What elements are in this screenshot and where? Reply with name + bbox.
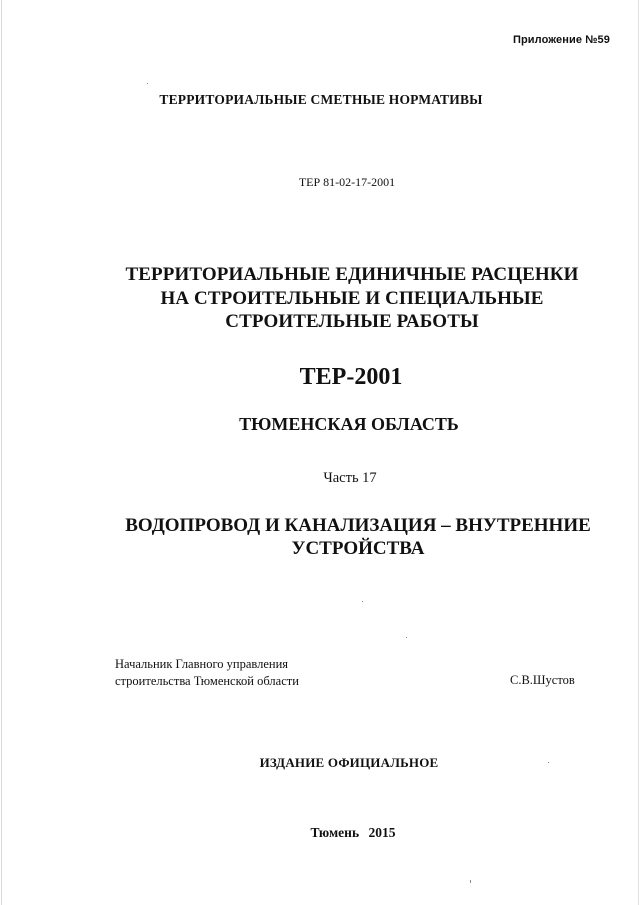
scan-speck xyxy=(147,83,148,84)
city-year: Тюмень 2015 xyxy=(310,825,396,840)
signer-position-line-1: Начальник Главного управления xyxy=(115,657,289,671)
scan-speck xyxy=(470,880,471,883)
document-title xyxy=(32,263,640,334)
appendix-label: Приложение №59 xyxy=(512,34,610,46)
title-line-2: НА СТРОИТЕЛЬНЫЕ И СПЕЦИАЛЬНЫЕ xyxy=(160,287,544,309)
part-number: Часть 17 xyxy=(323,470,377,486)
title-line-3: СТРОИТЕЛЬНЫЕ РАБОТЫ xyxy=(225,311,479,332)
standard-code: ТЕР-2001 xyxy=(299,364,403,390)
title-line-1: ТЕРРИТОРИАЛЬНЫЕ ЕДИНИЧНЫЕ РАСЦЕНКИ xyxy=(125,264,579,285)
edition-label: ИЗДАНИЕ ОФИЦИАЛЬНОЕ xyxy=(259,755,439,770)
document-code: ТЕР 81-02-17-2001 xyxy=(298,175,396,189)
region-name: ТЮМЕНСКАЯ ОБЛАСТЬ xyxy=(239,414,459,434)
scan-speck xyxy=(548,762,549,763)
part-title xyxy=(38,514,640,560)
scan-speck xyxy=(362,601,363,602)
scan-speck xyxy=(406,637,407,638)
signer-position xyxy=(115,656,299,690)
document-heading: ТЕРРИТОРИАЛЬНЫЕ СМЕТНЫЕ НОРМАТИВЫ xyxy=(159,92,483,107)
part-title-line-2: УСТРОЙСТВА xyxy=(291,538,425,559)
signer-position-line-2: строительства Тюменской области xyxy=(115,674,299,688)
part-title-line-1: ВОДОПРОВОД И КАНАЛИЗАЦИЯ – ВНУТРЕННИЕ xyxy=(125,515,591,536)
scan-edge-left xyxy=(1,0,2,905)
signer-name: С.В.Шустов xyxy=(510,673,575,687)
